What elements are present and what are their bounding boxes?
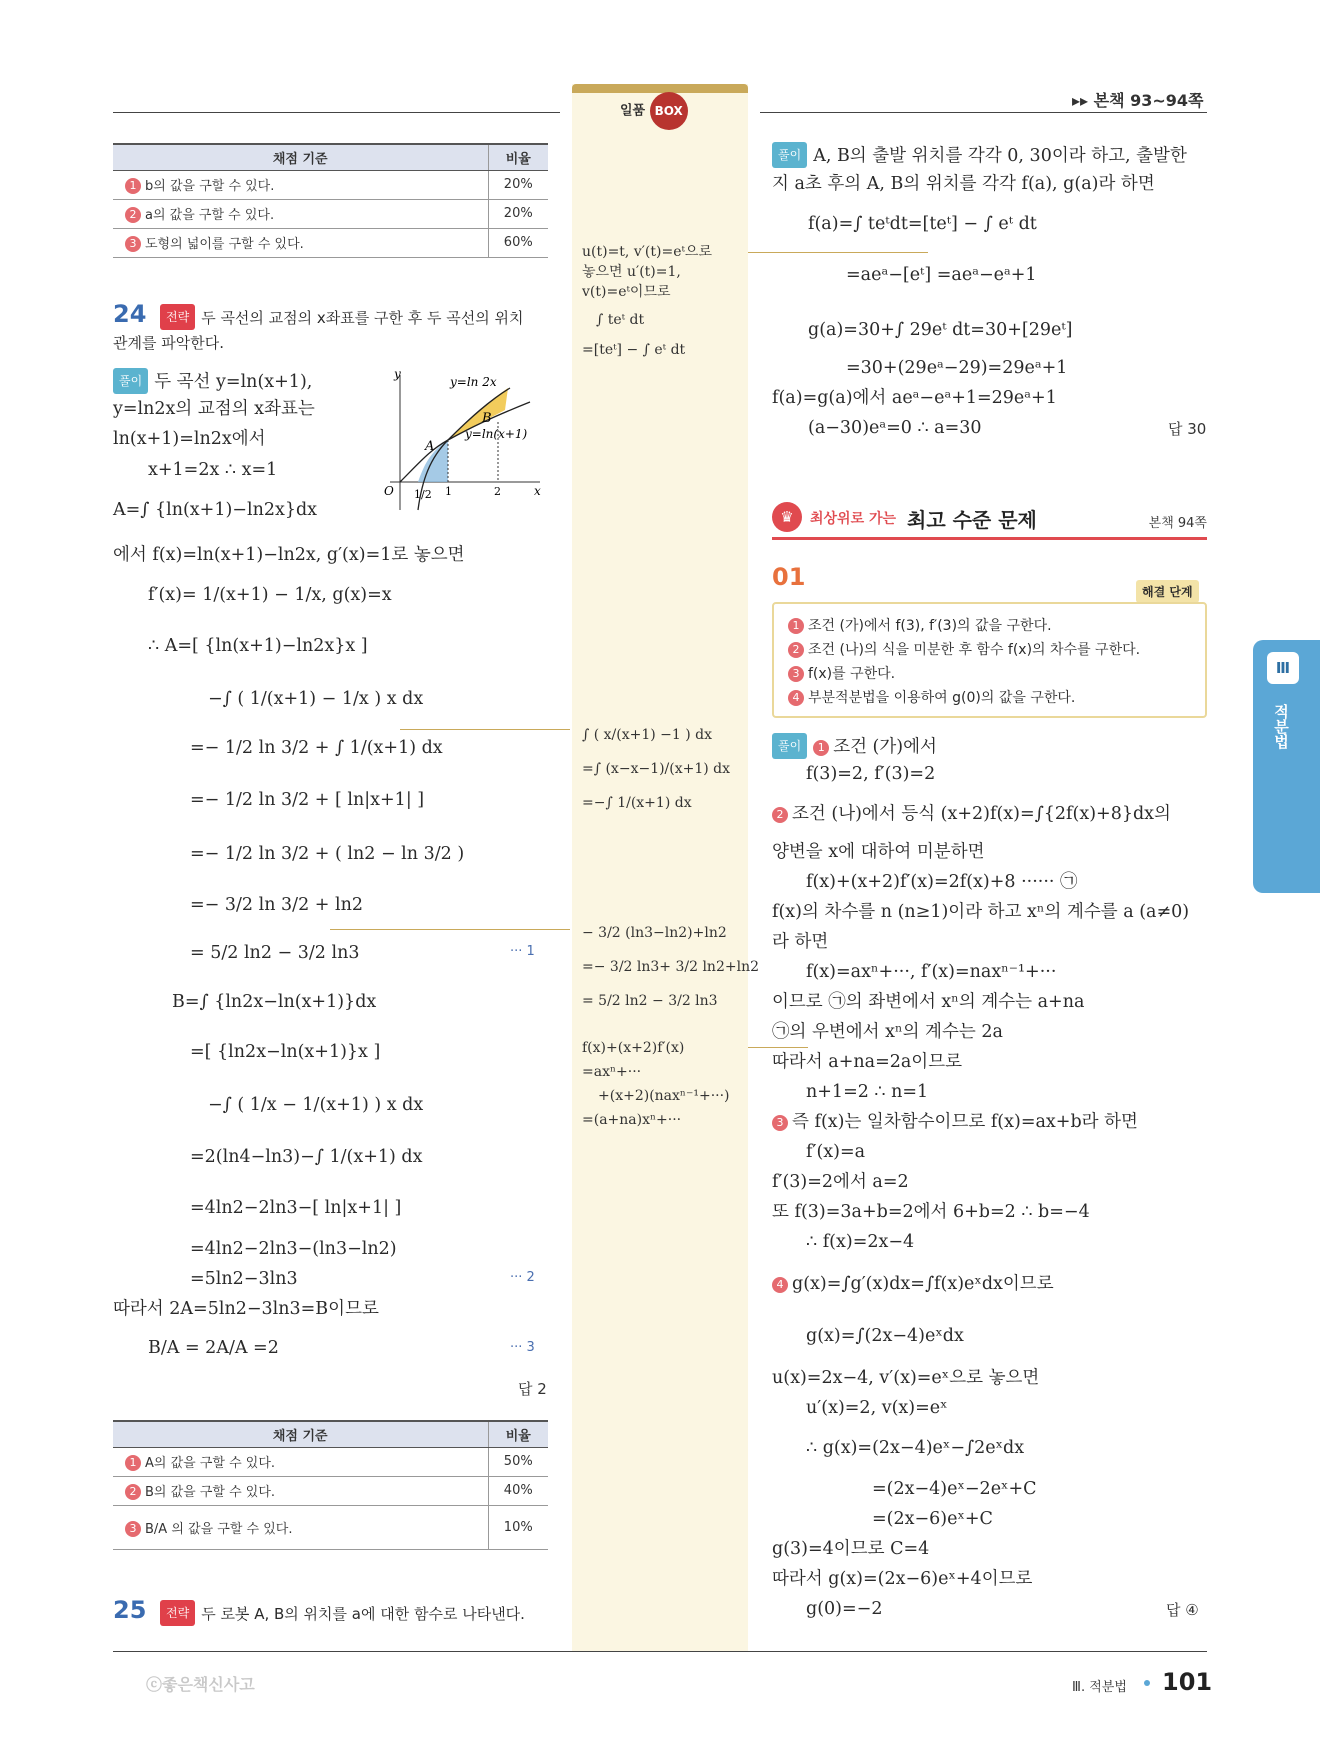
problem-25-strategy: 전략 두 로봇 A, B의 위치를 a에 대한 함수로 나타낸다.: [160, 1600, 525, 1626]
p01-line-24: g(3)=4이므로 C=4: [772, 1539, 930, 1559]
answer-24: 답 2: [518, 1380, 547, 1398]
footer-rule: [113, 1651, 1207, 1652]
p01-line-5: f(x)의 차수를 n (n≥1)이라 하고 xⁿ의 계수를 a (a≠0): [772, 902, 1190, 922]
footer-copyright: ⓒ좋은책신사고: [146, 1675, 255, 1694]
table-row: 3 도형의 넓이를 구할 수 있다. 60%: [113, 228, 548, 257]
p25-sol-line-4: g(a)=30+∫ 29eᵗ dt=30+[29eᵗ]: [808, 320, 1073, 340]
connector-line: [400, 729, 570, 730]
mark-2: ··· 2: [510, 1270, 535, 1285]
section-pre: 최상위로 가는: [810, 511, 897, 527]
graph-label-a: A: [425, 439, 435, 454]
p01-line-10: 따라서 a+na=2a이므로: [772, 1052, 963, 1072]
p24-line-21: 따라서 2A=5ln2−3ln3=B이므로: [113, 1299, 379, 1319]
p01-line-26: g(0)=−2: [806, 1599, 883, 1619]
p24-line-16: −∫ ( 1/x − 1/(x+1) ) x dx: [208, 1095, 424, 1115]
graph-label-b: B: [482, 411, 492, 426]
p24-line-5: 에서 f(x)=ln(x+1)−ln2x, g′(x)=1로 놓으면: [113, 545, 465, 565]
box-label-pre: 일품: [620, 103, 646, 119]
p25-sol-line-1: 지 a초 후의 A, B의 위치를 각각 f(a), g(a)라 하면: [772, 174, 1155, 194]
steps-box: [772, 602, 1207, 718]
p01-line-1: f(3)=2, f′(3)=2: [806, 764, 936, 784]
box-note-2: ∫ ( x/(x+1) −1 ) dx =∫ (x−x−1)/(x+1) dx =−∫ 1/(x+1) dx: [582, 727, 731, 811]
curves-graph: [370, 370, 550, 518]
box-note-4: f(x)+(x+2)f′(x) =axⁿ+··· +(x+2)(naxⁿ⁻¹+···) =(a+na)xⁿ+···: [582, 1040, 730, 1128]
p25-sol-line-3: =aeᵃ−[eᵗ] =aeᵃ−eᵃ+1: [846, 265, 1037, 285]
graph-tick-half: 1/2: [414, 488, 432, 501]
p24-line-0: 풀이 두 곡선 y=ln(x+1),: [113, 368, 312, 394]
answer-01: 답 ④: [1166, 1601, 1199, 1619]
box-label: [620, 92, 688, 130]
p25-sol-line-6: f(a)=g(a)에서 aeᵃ−eᵃ+1=29eᵃ+1: [772, 388, 1057, 408]
p24-line-12: =− 3/2 ln 3/2 + ln2: [190, 895, 364, 915]
p01-line-17: 4 g(x)=∫g′(x)dx=∫f(x)eˣdx이므로: [772, 1272, 1054, 1296]
scoring-table-1: [113, 143, 548, 258]
p24-line-1: y=ln2x의 교점의 x좌표는: [113, 399, 315, 419]
p01-line-14: f′(3)=2에서 a=2: [772, 1172, 909, 1192]
footer-dot: [1144, 1680, 1150, 1686]
header-rule-left: [113, 112, 560, 113]
p01-line-18: g(x)=∫(2x−4)eˣdx: [806, 1326, 964, 1346]
mark-1: ··· 1: [510, 944, 535, 959]
p01-line-9: ㉠의 우변에서 xⁿ의 계수는 2a: [772, 1022, 1003, 1042]
step-item: 1 조건 (가)에서 f(3), f′(3)의 값을 구한다.: [788, 614, 1191, 638]
table-head-criteria: 채점 기준: [113, 144, 488, 170]
p24-line-20: =5ln2−3ln3: [190, 1269, 298, 1289]
p01-line-13: f′(x)=a: [806, 1142, 866, 1162]
p01-line-12: 3 즉 f(x)는 일차함수이므로 f(x)=ax+b라 하면: [772, 1110, 1138, 1134]
table-head-ratio: 비율: [488, 1421, 548, 1447]
p24-line-15: =[ {ln2x−ln(x+1)}x ]: [190, 1042, 381, 1062]
box-badge: BOX: [650, 92, 688, 130]
graph-label-y: y: [394, 370, 401, 381]
footer-page-number: 101: [1162, 1668, 1213, 1696]
table-head-ratio: 비율: [488, 144, 548, 170]
p24-line-8: −∫ ( 1/(x+1) − 1/x ) x dx: [208, 689, 424, 709]
box-note-1: u(t)=t, v′(t)=eᵗ으로 놓으면 u′(t)=1, v(t)=eᵗ이므로 ∫ teᵗ dt =[teᵗ] − ∫ eᵗ dt: [582, 244, 712, 358]
graph-label-l2: y=ln(x+1): [465, 427, 528, 441]
p01-line-21: ∴ g(x)=(2x−4)eˣ−∫2eˣdx: [806, 1438, 1025, 1458]
top-level-section-header: [772, 500, 1207, 540]
header-page-ref: ▸▸ 본책 93~94쪽: [1072, 91, 1204, 110]
p24-line-7: ∴ A=[ {ln(x+1)−ln2x}x ]: [148, 636, 368, 656]
table-row: 3 B/A 의 값을 구할 수 있다. 10%: [113, 1505, 548, 1549]
table-row: 2 a의 값을 구할 수 있다. 20%: [113, 199, 548, 228]
step-item: 3 f(x)를 구한다.: [788, 662, 1191, 686]
p01-line-22: =(2x−4)eˣ−2eˣ+C: [872, 1479, 1037, 1499]
p01-line-8: 이므로 ㉠의 좌변에서 xⁿ의 계수는 a+na: [772, 992, 1085, 1012]
problem-24-strategy-2: 관계를 파악한다.: [113, 334, 224, 352]
p01-line-4: f(x)+(x+2)f′(x)=2f(x)+8 ······ ㉠: [806, 872, 1078, 892]
p24-line-2: ln(x+1)=ln2x에서: [113, 429, 266, 449]
p01-line-16: ∴ f(x)=2x−4: [806, 1232, 915, 1252]
table-head-criteria: 채점 기준: [113, 1421, 488, 1447]
chapter-side-tab[interactable]: [1253, 640, 1320, 893]
p24-line-19: =4ln2−2ln3−(ln3−ln2): [190, 1239, 397, 1259]
p25-sol-line-5: =30+(29eᵃ−29)=29eᵃ+1: [846, 358, 1068, 378]
p24-line-10: =− 1/2 ln 3/2 + [ ln|x+1| ]: [190, 790, 425, 810]
p24-line-22: B/A = 2A/A =2: [148, 1338, 279, 1358]
problem-24-number: 24: [113, 300, 147, 328]
step-item: 2 조건 (나)의 식을 미분한 후 함수 f(x)의 차수를 구한다.: [788, 638, 1191, 662]
p24-line-6: f′(x)= 1/(x+1) − 1/x, g(x)=x: [148, 585, 392, 605]
p01-line-0: 풀이 1 조건 (가)에서: [772, 733, 937, 759]
p24-line-11: =− 1/2 ln 3/2 + ( ln2 − ln 3/2 ): [190, 844, 465, 864]
problem-25-number: 25: [113, 1596, 147, 1624]
connector-line: [748, 1047, 808, 1048]
graph-label-x: x: [534, 484, 541, 498]
p01-line-25: 따라서 g(x)=(2x−6)eˣ+4이므로: [772, 1569, 1033, 1589]
table-row: 2 B의 값을 구할 수 있다. 40%: [113, 1476, 548, 1505]
connector-line: [330, 929, 570, 930]
chapter-roman: Ⅲ: [1267, 652, 1299, 684]
connector-line: [748, 252, 928, 253]
chapter-name: 적분법: [1272, 704, 1290, 749]
section-ref: 본책 94쪽: [1148, 516, 1207, 531]
p25-sol-line-2: f(a)=∫ teᵗdt=[teᵗ] − ∫ eᵗ dt: [808, 214, 1037, 234]
section-title: 최고 수준 문제: [907, 508, 1037, 532]
p24-line-4: A=∫ {ln(x+1)−ln2x}dx: [113, 500, 318, 520]
p01-line-11: n+1=2 ∴ n=1: [806, 1082, 929, 1102]
footer-chapter: Ⅲ. 적분법: [1072, 1680, 1127, 1695]
steps-label: 해결 단계: [1136, 580, 1199, 603]
p01-line-3: 양변을 x에 대하여 미분하면: [772, 842, 985, 862]
p24-line-13: = 5/2 ln2 − 3/2 ln3: [190, 943, 360, 963]
graph-tick-1: 1: [445, 485, 452, 498]
p25-sol-line-7: (a−30)eᵃ=0 ∴ a=30: [808, 418, 982, 438]
table-row: 1 b의 값을 구할 수 있다. 20%: [113, 170, 548, 199]
p01-line-7: f(x)=axⁿ+···, f′(x)=naxⁿ⁻¹+···: [806, 962, 1057, 982]
header-rule-right: [760, 112, 1207, 113]
graph-label-o: O: [384, 484, 394, 498]
graph-tick-2: 2: [494, 485, 501, 498]
p01-line-19: u(x)=2x−4, v′(x)=eˣ으로 놓으면: [772, 1368, 1040, 1388]
problem-01-number: 01: [772, 563, 806, 591]
table-row: 1 A의 값을 구할 수 있다. 50%: [113, 1447, 548, 1476]
p24-line-18: =4ln2−2ln3−[ ln|x+1| ]: [190, 1198, 402, 1218]
p24-line-9: =− 1/2 ln 3/2 + ∫ 1/(x+1) dx: [190, 738, 443, 758]
trophy-icon: ♛: [772, 502, 802, 532]
p01-line-2: 2 조건 (나)에서 등식 (x+2)f(x)=∫{2f(x)+8}dx의: [772, 802, 1171, 826]
p25-sol-line-0: 풀이 A, B의 출발 위치를 각각 0, 30이라 하고, 출발한: [772, 142, 1187, 168]
answer-25: 답 30: [1168, 420, 1207, 438]
p24-line-3: x+1=2x ∴ x=1: [148, 460, 278, 480]
p01-line-15: 또 f(3)=3a+b=2에서 6+b=2 ∴ b=−4: [772, 1202, 1090, 1222]
p24-line-17: =2(ln4−ln3)−∫ 1/(x+1) dx: [190, 1147, 423, 1167]
p01-line-20: u′(x)=2, v(x)=eˣ: [806, 1398, 948, 1418]
scoring-table-2: [113, 1420, 548, 1550]
graph-label-l1: y=ln 2x: [450, 375, 497, 389]
p24-line-14: B=∫ {ln2x−ln(x+1)}dx: [172, 992, 377, 1012]
problem-24-strategy: 전략 두 곡선의 교점의 x좌표를 구한 후 두 곡선의 위치: [160, 304, 524, 330]
p01-line-23: =(2x−6)eˣ+C: [872, 1509, 993, 1529]
step-item: 4 부분적분법을 이용하여 g(0)의 값을 구한다.: [788, 686, 1191, 710]
box-note-3: − 3/2 (ln3−ln2)+ln2 =− 3/2 ln3+ 3/2 ln2+ln2 = 5/2 ln2 − 3/2 ln3: [582, 925, 759, 1009]
p01-line-6: 라 하면: [772, 932, 829, 952]
mark-3: ··· 3: [510, 1340, 535, 1355]
